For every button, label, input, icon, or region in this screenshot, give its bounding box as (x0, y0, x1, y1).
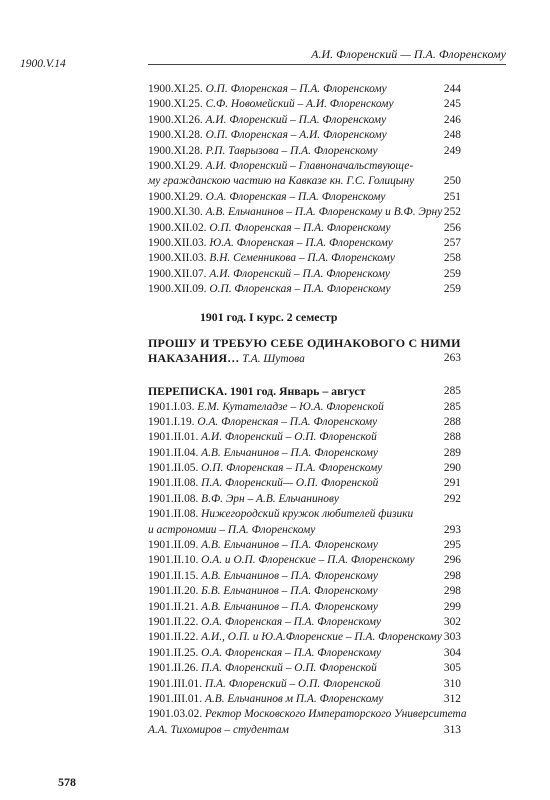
entry-page: 304 (443, 646, 461, 659)
entry-page: 291 (443, 477, 461, 490)
entry-page: 248 (443, 129, 461, 142)
entry-page: 298 (443, 585, 461, 598)
entry-page: 303 (443, 631, 461, 644)
entry-description: А.В. Ельчанинов – П.А. Флоренскому (201, 446, 378, 459)
entry-description: О.А. Флоренская – П.А. Флоренскому (201, 615, 382, 628)
entry-description: Ю.А. Флоренская – П.А. Флоренскому (209, 236, 393, 249)
toc-entry (148, 174, 461, 189)
toc-entry (148, 128, 461, 143)
entry-date: 1900.XII.09. (148, 283, 207, 296)
entry-description: О.П. Флоренская – П.А. Флоренскому (205, 83, 387, 95)
toc-entry (148, 661, 461, 676)
entry-date: 1901.II.26. (148, 662, 199, 675)
entry-date: 1901.I.19. (148, 415, 195, 428)
entry-page: 302 (443, 615, 461, 628)
toc-entry (148, 569, 461, 584)
entry-description: и астрономии – П.А. Флоренскому (148, 523, 316, 536)
toc-entry (148, 446, 461, 461)
toc-entry (148, 251, 461, 266)
entry-date: 1901.II.08. (148, 492, 199, 505)
entry-page: 246 (443, 113, 461, 126)
toc-entry (148, 190, 461, 205)
entry-page: 249 (443, 144, 461, 157)
toc-entry (148, 615, 461, 630)
toc-entry (148, 492, 461, 507)
essay-title-line1: ПРОШУ И ТРЕБУЮ СЕБЕ ОДИНАКОВОГО С НИМИ (148, 336, 461, 350)
entry-description: О.П. Флоренская – А.И. Флоренскому (205, 129, 387, 142)
toc-entry (148, 553, 461, 568)
entry-date: 1900.XII.03. (148, 252, 207, 265)
entry-description: О.А. Флоренская – П.А. Флоренскому (201, 646, 382, 659)
entry-date: 1900.XII.02. (148, 221, 207, 234)
entry-page: 251 (443, 190, 461, 203)
entry-page: 298 (443, 569, 461, 582)
entry-date: 1901.II.15. (148, 569, 199, 582)
entry-description: О.А. и О.П. Флоренские – П.А. Флоренскому (201, 554, 415, 567)
correspondence-title: ПЕРЕПИСКА. 1901 год. Январь – август (148, 384, 366, 398)
entry-description: му гражданскою частию на Кавказе кн. Г.С. Голицыну (148, 175, 415, 188)
entry-page: 256 (443, 221, 461, 234)
entry-page: 295 (443, 539, 461, 552)
entry-page: 250 (443, 175, 461, 188)
entry-description: А.В. Ельчанинов – П.А. Флоренскому (201, 569, 378, 582)
entry-date: 1900.XI.28. (148, 144, 203, 157)
toc-entry (148, 221, 461, 236)
entry-page: 313 (443, 723, 461, 736)
toc-entry (148, 646, 461, 661)
entry-date: 1901.II.05. (148, 462, 199, 475)
entry-description: А.И. Флоренский – Главноначальствующе- (205, 159, 414, 172)
entry-date: 1901.II.25. (148, 646, 199, 659)
entry-description: А.В. Ельчанинов – П.А. Флоренскому (201, 600, 378, 613)
entry-description: Ректор Московского Императорского Университета (204, 708, 467, 721)
entry-page: 244 (443, 83, 461, 95)
toc-entry (148, 144, 461, 159)
entry-date: 1900.XI.29. (148, 190, 203, 203)
entry-page: 245 (443, 98, 461, 111)
entry-description: С.Ф. Новомейский – А.И. Флоренскому (205, 98, 394, 111)
entry-page: 257 (443, 236, 461, 249)
toc-entry (148, 113, 461, 128)
entry-description: П.А. Флоренский – О.П. Флоренской (204, 677, 381, 690)
toc-entry (148, 507, 461, 522)
entry-date: 1900.XI.28. (148, 129, 203, 142)
entry-description: А.И. Флоренский – П.А. Флоренскому (205, 113, 387, 126)
entry-date: 1901.03.02. (148, 708, 203, 721)
entry-page: 285 (443, 400, 461, 413)
entry-page: 293 (443, 523, 461, 536)
entry-date: 1901.II.22. (148, 615, 199, 628)
entry-page: 259 (443, 267, 461, 280)
toc-entry (148, 538, 461, 553)
entry-date: 1901.II.22. (148, 631, 199, 644)
entry-date: 1900.XI.29. (148, 159, 203, 172)
entry-description: В.Ф. Эрн – А.В. Ельчанинову (201, 492, 339, 505)
entry-page: 258 (443, 252, 461, 265)
entry-date: 1901.II.09. (148, 539, 199, 552)
entry-description: Б.В. Ельчанинов – П.А. Флоренскому (201, 585, 378, 598)
toc-entry (148, 82, 461, 97)
toc-entry (148, 282, 461, 297)
entry-date: 1900.XI.25. (148, 83, 203, 95)
toc-entry (148, 677, 461, 692)
entry-page: 292 (443, 492, 461, 505)
entry-description: А.И., О.П. и Ю.А.Флоренские – П.А. Флоренскому (201, 631, 442, 644)
entry-description: О.П. Флоренская – П.А. Флоренскому (209, 221, 391, 234)
entry-description: А.И. Флоренский – О.П. Флоренской (201, 431, 377, 444)
toc-entry (148, 692, 461, 707)
entry-date: 1901.I.03. (148, 400, 195, 413)
entry-page: 310 (443, 677, 461, 690)
entry-date: 1900.XII.03. (148, 236, 207, 249)
entry-description: Нижегородский кружок любителей физики (201, 508, 414, 521)
entry-description: О.А. Флоренская – П.А. Флоренскому (197, 415, 378, 428)
toc-entry (148, 415, 461, 430)
entry-description: А.В. Ельчанинов м П.А. Флоренскому (204, 692, 384, 705)
entry-page: 290 (443, 462, 461, 475)
entry-page: 259 (443, 283, 461, 296)
toc-entry (148, 159, 461, 174)
entry-description: А.И. Флоренский – П.А. Флоренскому (209, 267, 390, 280)
essay-page: 263 (443, 352, 461, 365)
entry-page: 296 (443, 554, 461, 567)
toc-entry (148, 236, 461, 251)
toc-entry (148, 97, 461, 112)
section-heading-1901-semester (148, 310, 461, 325)
entry-date: 1901.II.08. (148, 477, 199, 490)
entry-description: Р.П. Таврызова – П.А. Флоренскому (205, 144, 378, 157)
entry-description: О.А. Флоренская – П.А. Флоренскому (205, 190, 386, 203)
entry-date: 1901.II.04. (148, 446, 199, 459)
entry-page: 288 (443, 415, 461, 428)
entry-date: 1901.II.20. (148, 585, 199, 598)
entry-description: А.В. Ельчанинов – П.А. Флоренскому и В.Ф. Эрну (205, 206, 443, 219)
page-number: 578 (58, 775, 76, 789)
toc-entry (148, 430, 461, 445)
running-header-right: А.И. Флоренский — П.А. Флоренскому (311, 47, 506, 61)
essay-title-line2: НАКАЗАНИЯ… (148, 351, 240, 366)
toc-entry (148, 523, 461, 538)
toc-block-1900 (148, 82, 461, 297)
entry-description: О.П. Флоренская – П.А. Флоренскому (209, 283, 391, 296)
entry-description: В.Н. Семенникова – П.А. Флоренскому (209, 252, 395, 265)
toc-block-1901 (148, 400, 467, 739)
toc-entry (148, 630, 461, 645)
entry-description: А.В. Ельчанинов – П.А. Флоренскому (201, 539, 378, 552)
toc-entry (148, 267, 461, 282)
entry-page: 289 (443, 446, 461, 459)
section-title: 1901 год. I курс. 2 семестр (200, 310, 338, 324)
entry-date: 1901.II.10. (148, 554, 199, 567)
essay-author: Т.А. Шутова (242, 353, 305, 366)
entry-date: 1901.II.08. (148, 508, 199, 521)
toc-essay-entry (148, 336, 461, 367)
entry-date: 1901.II.01. (148, 431, 199, 444)
toc-entry (148, 584, 461, 599)
entry-description: П.А. Флоренский – О.П. Флоренской (201, 662, 377, 675)
entry-description: А.А. Тихомиров – студентам (148, 723, 289, 736)
entry-date: 1900.XI.30. (148, 206, 203, 219)
toc-correspondence-heading (148, 384, 461, 399)
toc-entry (148, 476, 461, 491)
toc-entry (148, 600, 461, 615)
toc-entry (148, 205, 461, 220)
entry-date: 1901.II.21. (148, 600, 199, 613)
toc-entry (148, 461, 461, 476)
correspondence-page: 285 (443, 385, 461, 397)
entry-date: 1900.XII.07. (148, 267, 207, 280)
entry-description: Е.М. Кутателадзе – Ю.А. Флоренской (197, 400, 384, 413)
entry-date: 1900.XI.25. (148, 98, 203, 111)
running-header-left: 1900.V.14 (20, 58, 66, 70)
entry-description: П.А. Флоренский— О.П. Флоренской (201, 477, 379, 490)
toc-entry (148, 723, 461, 738)
entry-date: 1901.III.01. (148, 677, 203, 690)
entry-page: 299 (443, 600, 461, 613)
header-rule (148, 64, 506, 65)
entry-page: 305 (443, 662, 461, 675)
entry-date: 1900.XI.26. (148, 113, 203, 126)
toc-entry (148, 707, 467, 722)
entry-date: 1901.III.01. (148, 692, 203, 705)
toc-entry (148, 400, 461, 415)
entry-page: 252 (443, 206, 461, 219)
entry-description: О.П. Флоренская – П.А. Флоренскому (201, 462, 383, 475)
entry-page: 288 (443, 431, 461, 444)
entry-page: 312 (443, 692, 461, 705)
